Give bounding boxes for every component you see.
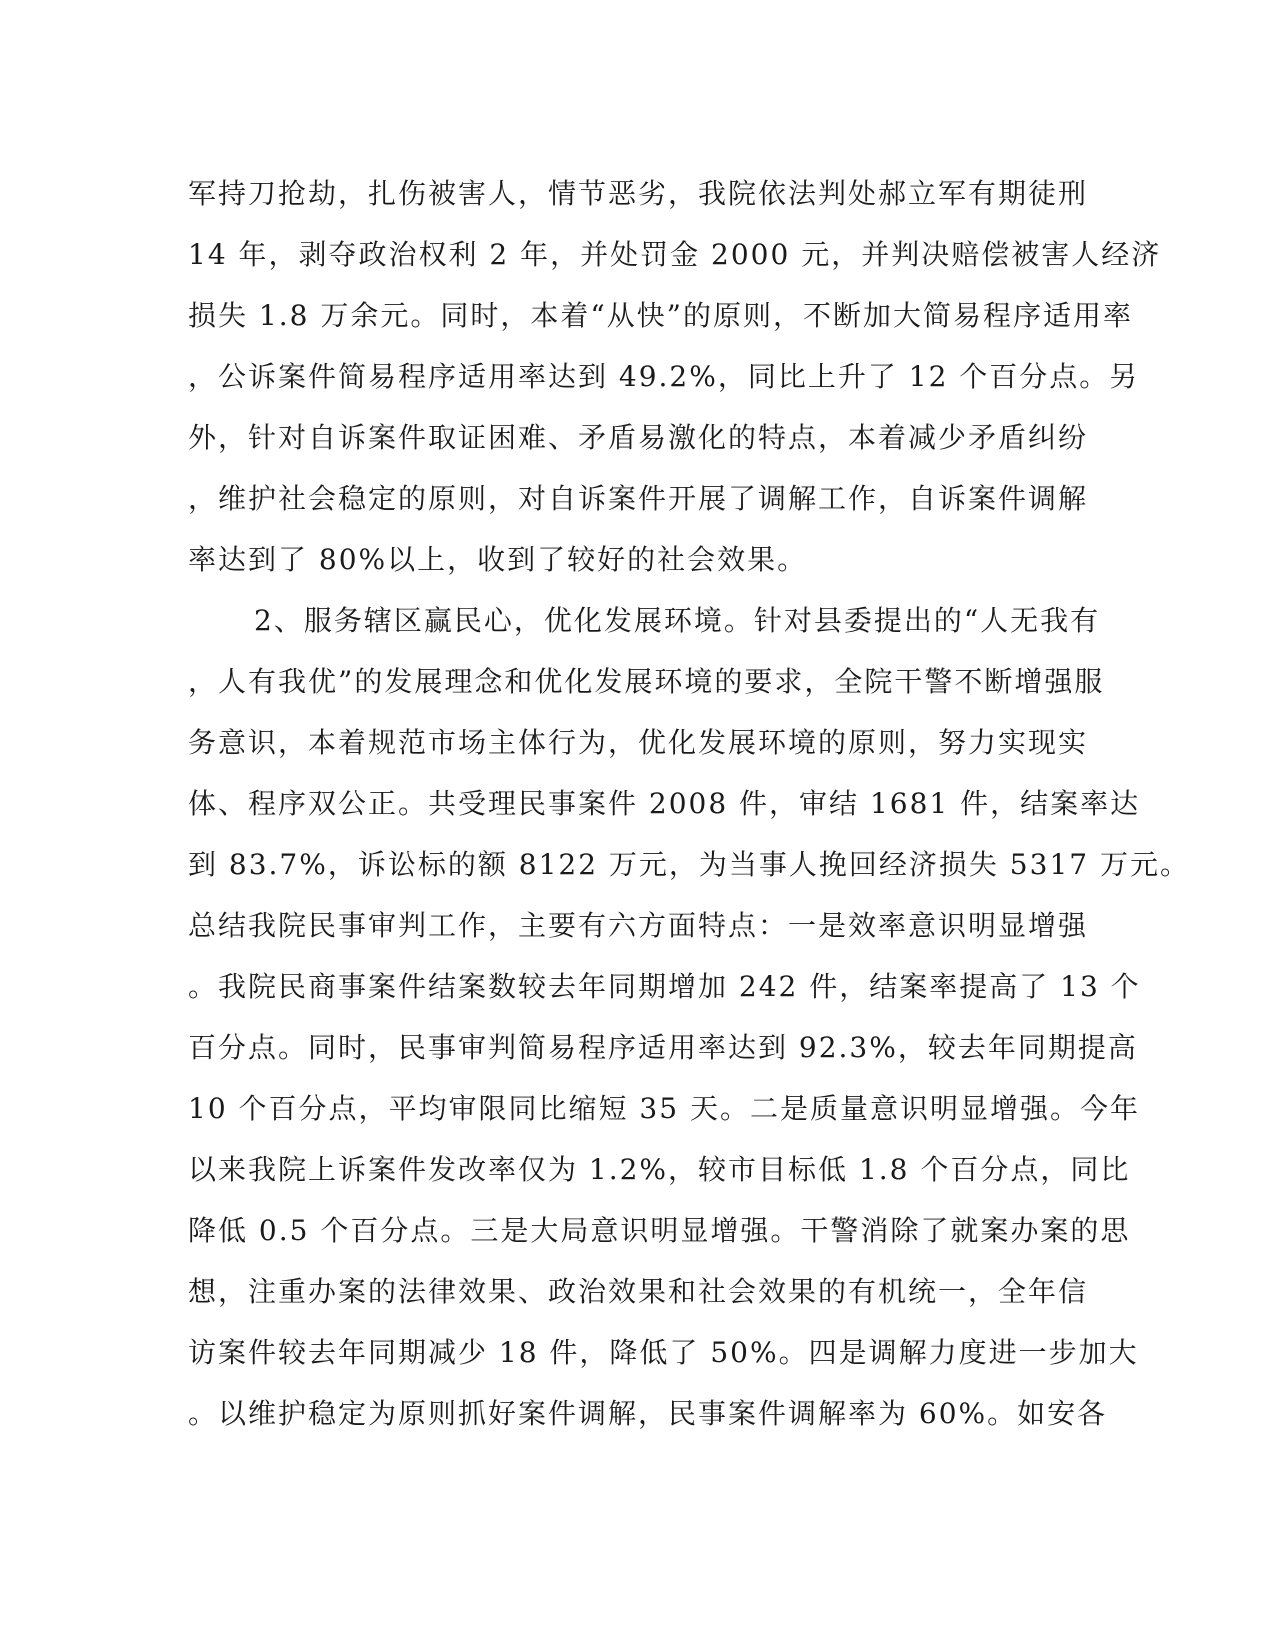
text-line: 总结我院民事审判工作，主要有六方面特点：一是效率意识明显增强 xyxy=(188,909,1089,942)
text-line: 。以维护稳定为原则抓好案件调解，民事案件调解率为 60%。如安各 xyxy=(188,1397,1108,1430)
text-line: 体、程序双公正。共受理民事案件 2008 件，审结 1681 件，结案率达 xyxy=(188,787,1141,820)
text-line: 务意识，本着规范市场主体行为，优化发展环境的原则，努力实现实 xyxy=(188,726,1089,759)
text-line: 。我院民商事案件结案数较去年同期增加 242 件，结案率提高了 13 个 xyxy=(188,970,1141,1003)
text-line: ，维护社会稳定的原则，对自诉案件开展了调解工作，自诉案件调解 xyxy=(188,482,1089,515)
text-line: 降低 0.5 个百分点。三是大局意识明显增强。干警消除了就案办案的思 xyxy=(188,1214,1131,1247)
text-line: 到 83.7%，诉讼标的额 8122 万元，为当事人挽回经济损失 5317 万元。 xyxy=(188,848,1190,881)
text-line: 损失 1.8 万余元。同时，本着“从快”的原则，不断加大简易程序适用率 xyxy=(188,299,1133,332)
text-line: 百分点。同时，民事审判简易程序适用率达到 92.3%，较去年同期提高 xyxy=(188,1031,1138,1064)
text-line: 访案件较去年同期减少 18 件，降低了 50%。四是调解力度进一步加大 xyxy=(188,1336,1139,1369)
text-line: 10 个百分点，平均审限同比缩短 35 天。二是质量意识明显增强。今年 xyxy=(188,1092,1140,1125)
text-line: 率达到了 80%以上，收到了较好的社会效果。 xyxy=(188,543,808,576)
text-line: ，人有我优”的发展理念和优化发展环境的要求，全院干警不断增强服 xyxy=(188,665,1105,698)
text-line: 军持刀抢劫，扎伤被害人，情节恶劣，我院依法判处郝立军有期徒刑 xyxy=(188,177,1089,210)
text-line: 14 年，剥夺政治权利 2 年，并处罚金 2000 元，并判决赔偿被害人经济 xyxy=(188,238,1162,271)
text-line: ，公诉案件简易程序适用率达到 49.2%，同比上升了 12 个百分点。另 xyxy=(188,360,1140,393)
paragraph-start-line: 2、服务辖区赢民心，优化发展环境。针对县委提出的“人无我有 xyxy=(254,604,1101,637)
body-text xyxy=(188,163,1190,1444)
text-line: 以来我院上诉案件发改率仅为 1.2%，较市目标低 1.8 个百分点，同比 xyxy=(188,1153,1131,1186)
text-line: 想，注重办案的法律效果、政治效果和社会效果的有机统一，全年信 xyxy=(188,1275,1089,1308)
text-line: 外，针对自诉案件取证困难、矛盾易激化的特点，本着减少矛盾纠纷 xyxy=(188,421,1089,454)
